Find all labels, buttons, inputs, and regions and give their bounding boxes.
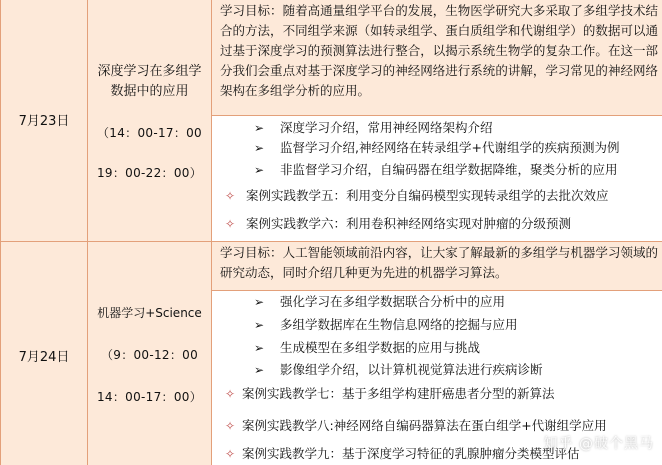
diamond-bullet-icon: ✧ bbox=[225, 189, 236, 203]
time-range-line2: 14：00-17：00） bbox=[96, 390, 202, 404]
time-range-line2: 19：00-22：00） bbox=[96, 166, 202, 180]
list-item: ➢ 多组学数据库在生物信息网络的挖掘与应用 bbox=[212, 313, 662, 337]
time-range-line1: （9：00-12：00 bbox=[100, 348, 199, 362]
topic-cell bbox=[88, 0, 212, 242]
diamond-bullet-icon: ✧ bbox=[225, 387, 236, 401]
learning-goal: 学习目标：随着高通量组学平台的发展，生物医学研究大多采取了多组学技术结合的方法，不同组学来源（如转录组学、蛋白质组学和代谢组学）的数据可以通过基于深度学习的预测算法进行整合，以揭示系统生物学的复杂工作。在这一部分我们会重点对基于深度学习的神经网络进行系统的讲解，学习常见的神经网络架构在多组学分析的应用。 bbox=[212, 0, 662, 116]
arrow-bullet-icon: ➢ bbox=[254, 121, 265, 135]
watermark: 知乎 @破个黑马 bbox=[543, 436, 654, 452]
content-cell bbox=[212, 0, 662, 242]
topic-title-line2: 数据中的应用 bbox=[110, 84, 189, 99]
list-item: ➢ 深度学习介绍，常用神经网络架构介绍 bbox=[212, 116, 662, 140]
case-item: ✧ 案例实践教学六：利用卷积神经网络实现对肿瘤的分级预测 bbox=[212, 212, 662, 236]
arrow-bullet-icon: ➢ bbox=[254, 318, 265, 332]
date-label: 7月23日 bbox=[18, 114, 70, 129]
arrow-bullet-icon: ➢ bbox=[254, 141, 265, 155]
list-item: ➢ 生成模型在多组学数据的应用与挑战 bbox=[212, 336, 662, 360]
case-item: ✧ 案例实践教学七：基于多组学构建肝癌患者分型的新算法 bbox=[212, 382, 662, 406]
date-cell bbox=[0, 242, 88, 465]
content-cell bbox=[212, 242, 662, 465]
topic-cell bbox=[88, 242, 212, 465]
list-item: ➢ 监督学习介绍,神经网络在转录组学+代谢组学的疾病预测为例 bbox=[212, 136, 662, 160]
topic-title-line1: 深度学习在多组学 bbox=[97, 64, 202, 79]
schedule-row-day2 bbox=[0, 242, 662, 465]
case-item: ✧ 案例实践教学八:神经网络自编码器算法在蛋白组学+代谢组学应用 bbox=[212, 414, 662, 438]
date-label: 7月24日 bbox=[18, 350, 70, 365]
arrow-bullet-icon: ➢ bbox=[254, 363, 265, 377]
case-item: ✧ 案例实践教学九：基于深度学习特征的乳腺肿瘤分类模型评估 bbox=[212, 442, 662, 465]
list-item: ➢ 强化学习在多组学数据联合分析中的应用 bbox=[212, 290, 662, 314]
date-cell bbox=[0, 0, 88, 242]
learning-goal: 学习目标：人工智能领域前沿内容，让大家了解最新的多组学与机器学习领域的研究动态，同时介绍几种更为先进的机器学习算法。 bbox=[212, 242, 662, 291]
diamond-bullet-icon: ✧ bbox=[225, 447, 236, 461]
arrow-bullet-icon: ➢ bbox=[254, 341, 265, 355]
time-range-line1: （14：00-17：00 bbox=[96, 126, 202, 140]
topic-title-line1: 机器学习+Science bbox=[97, 306, 202, 320]
arrow-bullet-icon: ➢ bbox=[254, 163, 265, 177]
case-item: ✧ 案例实践教学五：利用变分自编码模型实现转录组学的去批次效应 bbox=[212, 184, 662, 208]
list-item: ➢ 非监督学习介绍，自编码器在组学数据降维，聚类分析的应用 bbox=[212, 158, 662, 182]
arrow-bullet-icon: ➢ bbox=[254, 295, 265, 309]
diamond-bullet-icon: ✧ bbox=[225, 217, 236, 231]
diamond-bullet-icon: ✧ bbox=[225, 419, 236, 433]
list-item: ➢ 影像组学介绍，以计算机视觉算法进行疾病诊断 bbox=[212, 358, 662, 382]
